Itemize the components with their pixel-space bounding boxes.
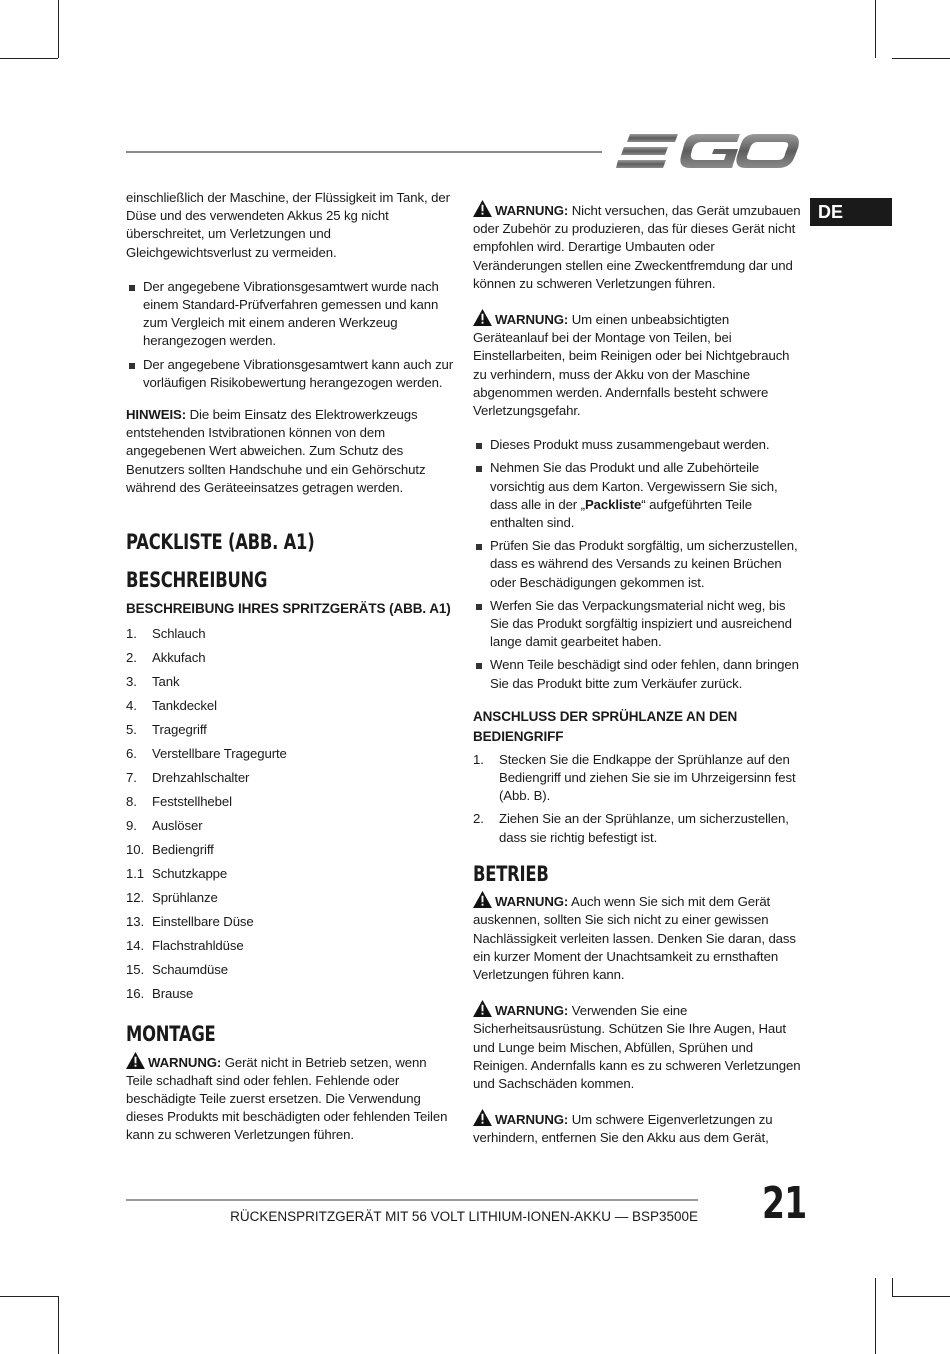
part-number: 1.	[126, 626, 137, 642]
crop-mark	[892, 1278, 893, 1296]
warning-label: WARNUNG:	[495, 1112, 569, 1128]
warning-safety-equipment	[473, 1000, 805, 1093]
crop-mark	[58, 1296, 59, 1354]
list-item: Dieses Produkt muss zusammengebaut werden.	[473, 436, 805, 454]
list-item-text: “ aufgeführten Teile enthalten sind.	[490, 496, 752, 531]
intro-paragraph: einschließlich der Maschine, der Flüssigkeit im Tank, der Düse und des verwendeten Akkus 25 kg nicht überschreitet, um Verletzungen und Gleichgewichtsverlust zu vermeiden.	[126, 190, 450, 260]
parts-list-item	[126, 793, 456, 811]
crop-mark	[875, 0, 876, 58]
parts-list-item	[126, 865, 456, 883]
parts-list-item	[126, 889, 456, 907]
note-paragraph	[126, 406, 456, 497]
parts-list-item	[126, 769, 456, 787]
warning-modification	[473, 200, 805, 293]
subheading-beschreibung: BESCHREIBUNG IHRES SPRITZGERÄTS (ABB. A1)	[126, 601, 451, 617]
crop-mark	[875, 1278, 876, 1296]
part-number: 3.	[126, 674, 137, 690]
part-number: 13.	[126, 914, 145, 930]
parts-list-item	[126, 913, 456, 931]
step-text: Stecken Sie die Endkappe der Sprühlanze auf den Bediengriff und ziehen Sie sie im Uhrzeigersinn fest (Abb. B).	[499, 751, 796, 804]
warning-complacency	[473, 891, 805, 984]
part-number: 14.	[126, 938, 145, 954]
part-number: 8.	[126, 794, 137, 810]
part-label: Brause	[152, 986, 194, 1002]
warning-label: WARNUNG:	[495, 203, 569, 218]
heading-montage: MONTAGE	[126, 1022, 216, 1047]
parts-list-item	[126, 649, 456, 667]
part-number: 7.	[126, 770, 137, 786]
warning-text: Auch wenn Sie sich mit dem Gerät auskennen, sollten Sie sich nicht zu einer gewissen Nachlässigkeit verleiten lassen. Denken Sie daran, dass ein kurzer Moment der Unachtsamkeit zu ernsthaften Verletzungen führen kann.	[473, 894, 796, 982]
part-label: Akkufach	[152, 650, 206, 666]
warning-icon	[473, 1000, 492, 1017]
crop-mark	[0, 1296, 58, 1297]
part-label: Tank	[152, 674, 180, 690]
warning-text: Verwenden Sie eine Sicherheitsausrüstung. Schützen Sie Ihre Augen, Haut und Lunge beim Mischen, Abfüllen, Sprühen und Reinigen. Andernfalls kann es zu schweren Verletzungen und Sachschäden kommen.	[473, 1003, 801, 1091]
warning-text: Um einen unbeabsichtigten Geräteanlauf bei der Montage von Teilen, bei Einstellarbeiten, beim Reinigen oder bei Nichtgebrauch zu verhindern, muss der Akku von der Maschine abgenommen werden. Andernfalls besteht schwere Verletzungsgefahr.	[473, 312, 790, 419]
note-label: HINWEIS:	[126, 407, 187, 423]
part-number: 16.	[126, 986, 145, 1002]
warning-icon	[473, 1109, 492, 1126]
list-item	[473, 810, 805, 846]
assembly-bullet-list	[473, 436, 805, 693]
part-label: Schaumdüse	[152, 962, 228, 978]
steps-list	[473, 751, 805, 847]
list-item: Wenn Teile beschädigt sind oder fehlen, dann bringen Sie das Produkt bitte zum Verkäufer zurück.	[473, 656, 805, 692]
part-label: Flachstrahldüse	[152, 938, 244, 954]
parts-list-item	[126, 985, 456, 1003]
part-number: 15.	[126, 962, 145, 978]
step-text: Ziehen Sie an der Sprühlanze, um sicherzustellen, dass sie richtig befestigt ist.	[499, 811, 789, 845]
list-item: Der angegebene Vibrationsgesamtwert wurde nach einem Standard-Prüfverfahren gemessen und kann zum Vergleich mit einem anderen Werkzeug herangezogen werden.	[126, 278, 456, 351]
warning-icon	[473, 309, 492, 326]
part-label: Schlauch	[152, 626, 206, 642]
language-tab: DE	[810, 198, 892, 226]
warning-text: Um schwere Eigenverletzungen zu verhindern, entfernen Sie den Akku aus dem Gerät,	[473, 1112, 773, 1146]
warning-battery-removal	[473, 309, 805, 420]
part-label: Tankdeckel	[152, 698, 217, 714]
part-label: Tragegriff	[152, 722, 207, 738]
list-item: Der angegebene Vibrationsgesamtwert kann auch zur vorläufigen Risikobewertung herangezogen werden.	[126, 356, 456, 392]
warning-label: WARNUNG:	[495, 1003, 569, 1019]
part-label: Schutzkappe	[152, 866, 228, 882]
ego-logo	[616, 128, 800, 174]
part-number: 4.	[126, 698, 137, 714]
heading-packliste: PACKLISTE (ABB. A1)	[126, 530, 315, 555]
parts-list-item	[126, 625, 456, 643]
list-item	[473, 751, 805, 806]
part-number: 12.	[126, 890, 145, 906]
crop-mark	[875, 1296, 876, 1354]
part-label: Feststellhebel	[152, 794, 232, 810]
list-item: Werfen Sie das Verpackungsmaterial nicht weg, bis Sie das Produkt sorgfältig inspiziert und ausreichend lange damit gearbeitet haben.	[473, 597, 805, 652]
heading-beschreibung: BESCHREIBUNG	[126, 568, 268, 593]
parts-list-item	[126, 721, 456, 739]
list-item: Prüfen Sie das Produkt sorgfältig, um sicherzustellen, dass es während des Versands zu keinen Brüchen oder Beschädigungen gekommen ist.	[473, 537, 805, 592]
part-number: 1.1	[126, 866, 145, 882]
step-number: 1.	[473, 751, 484, 767]
part-number: 5.	[126, 722, 137, 738]
warning-icon	[126, 1052, 145, 1069]
part-number: 6.	[126, 746, 137, 762]
header-rule	[126, 151, 602, 153]
crop-mark	[892, 1296, 950, 1297]
warning-text: Nicht versuchen, das Gerät umzubauen oder Zubehör zu produzieren, das für dieses Gerät nicht empfohlen wird. Derartige Umbauten oder Veränderungen stellen eine Zweckentfremdung dar und können zu schweren Verletzungen führen.	[473, 203, 801, 291]
list-item	[473, 459, 805, 532]
vibration-bullet-list	[126, 278, 456, 392]
list-item-text: Nehmen Sie das Produkt und alle Zubehörteile vorsichtig aus dem Karton. Vergewissern Sie sich, dass alle in der „	[490, 460, 778, 512]
parts-list-item	[126, 841, 456, 859]
warning-injury	[473, 1109, 805, 1147]
part-number: 9.	[126, 818, 137, 834]
warning-label: WARNUNG:	[495, 312, 569, 328]
part-number: 10.	[126, 842, 145, 858]
step-number: 2.	[473, 811, 484, 827]
page-number: 21	[762, 1178, 807, 1229]
warning-montage	[126, 1052, 456, 1145]
footer-title: RÜCKENSPRITZGERÄT MIT 56 VOLT LITHIUM-IONEN-AKKU — BSP3500E	[230, 1209, 698, 1224]
left-column	[126, 189, 456, 1145]
heading-betrieb: BETRIEB	[473, 861, 549, 886]
warning-icon	[473, 200, 492, 217]
part-label: Verstellbare Tragegurte	[152, 746, 287, 762]
crop-mark	[58, 0, 59, 58]
right-column	[473, 200, 805, 1148]
parts-list	[126, 625, 456, 1003]
warning-text: Gerät nicht in Betrieb setzen, wenn Teile schadhaft sind oder fehlen. Fehlende oder beschädigte Teile zuerst ersetzen. Die Verwendung dieses Produkts mit beschädigten oder fehlenden Teilen kann zu schweren Verletzungen führen.	[126, 1054, 448, 1143]
crop-mark	[892, 58, 950, 59]
subheading-anschluss: ANSCHLUSS DER SPRÜHLANZE AN DEN BEDIENGRIFF	[473, 708, 738, 744]
warning-icon	[473, 891, 492, 908]
part-number: 2.	[126, 650, 137, 666]
parts-list-item	[126, 697, 456, 715]
warning-label: WARNUNG:	[495, 894, 569, 910]
part-label: Einstellbare Düse	[152, 914, 254, 930]
packliste-ref: Packliste	[584, 496, 642, 512]
part-label: Bediengriff	[152, 842, 214, 858]
parts-list-item	[126, 745, 456, 763]
note-text: Die beim Einsatz des Elektrowerkzeugs entstehenden Istvibrationen können von dem angegebenen Wert abweichen. Zum Schutz des Benutzers sollten Handschuhe und ein Gehörschutz während des Geräteeinsatzes getragen werden.	[126, 407, 426, 495]
footer-rule	[126, 1199, 698, 1201]
warning-label: WARNUNG:	[148, 1054, 222, 1070]
part-label: Drehzahlschalter	[152, 770, 250, 786]
part-label: Auslöser	[152, 818, 203, 834]
parts-list-item	[126, 673, 456, 691]
parts-list-item	[126, 937, 456, 955]
parts-list-item	[126, 817, 456, 835]
crop-mark	[0, 58, 58, 59]
parts-list-item	[126, 961, 456, 979]
part-label: Sprühlanze	[152, 890, 218, 906]
